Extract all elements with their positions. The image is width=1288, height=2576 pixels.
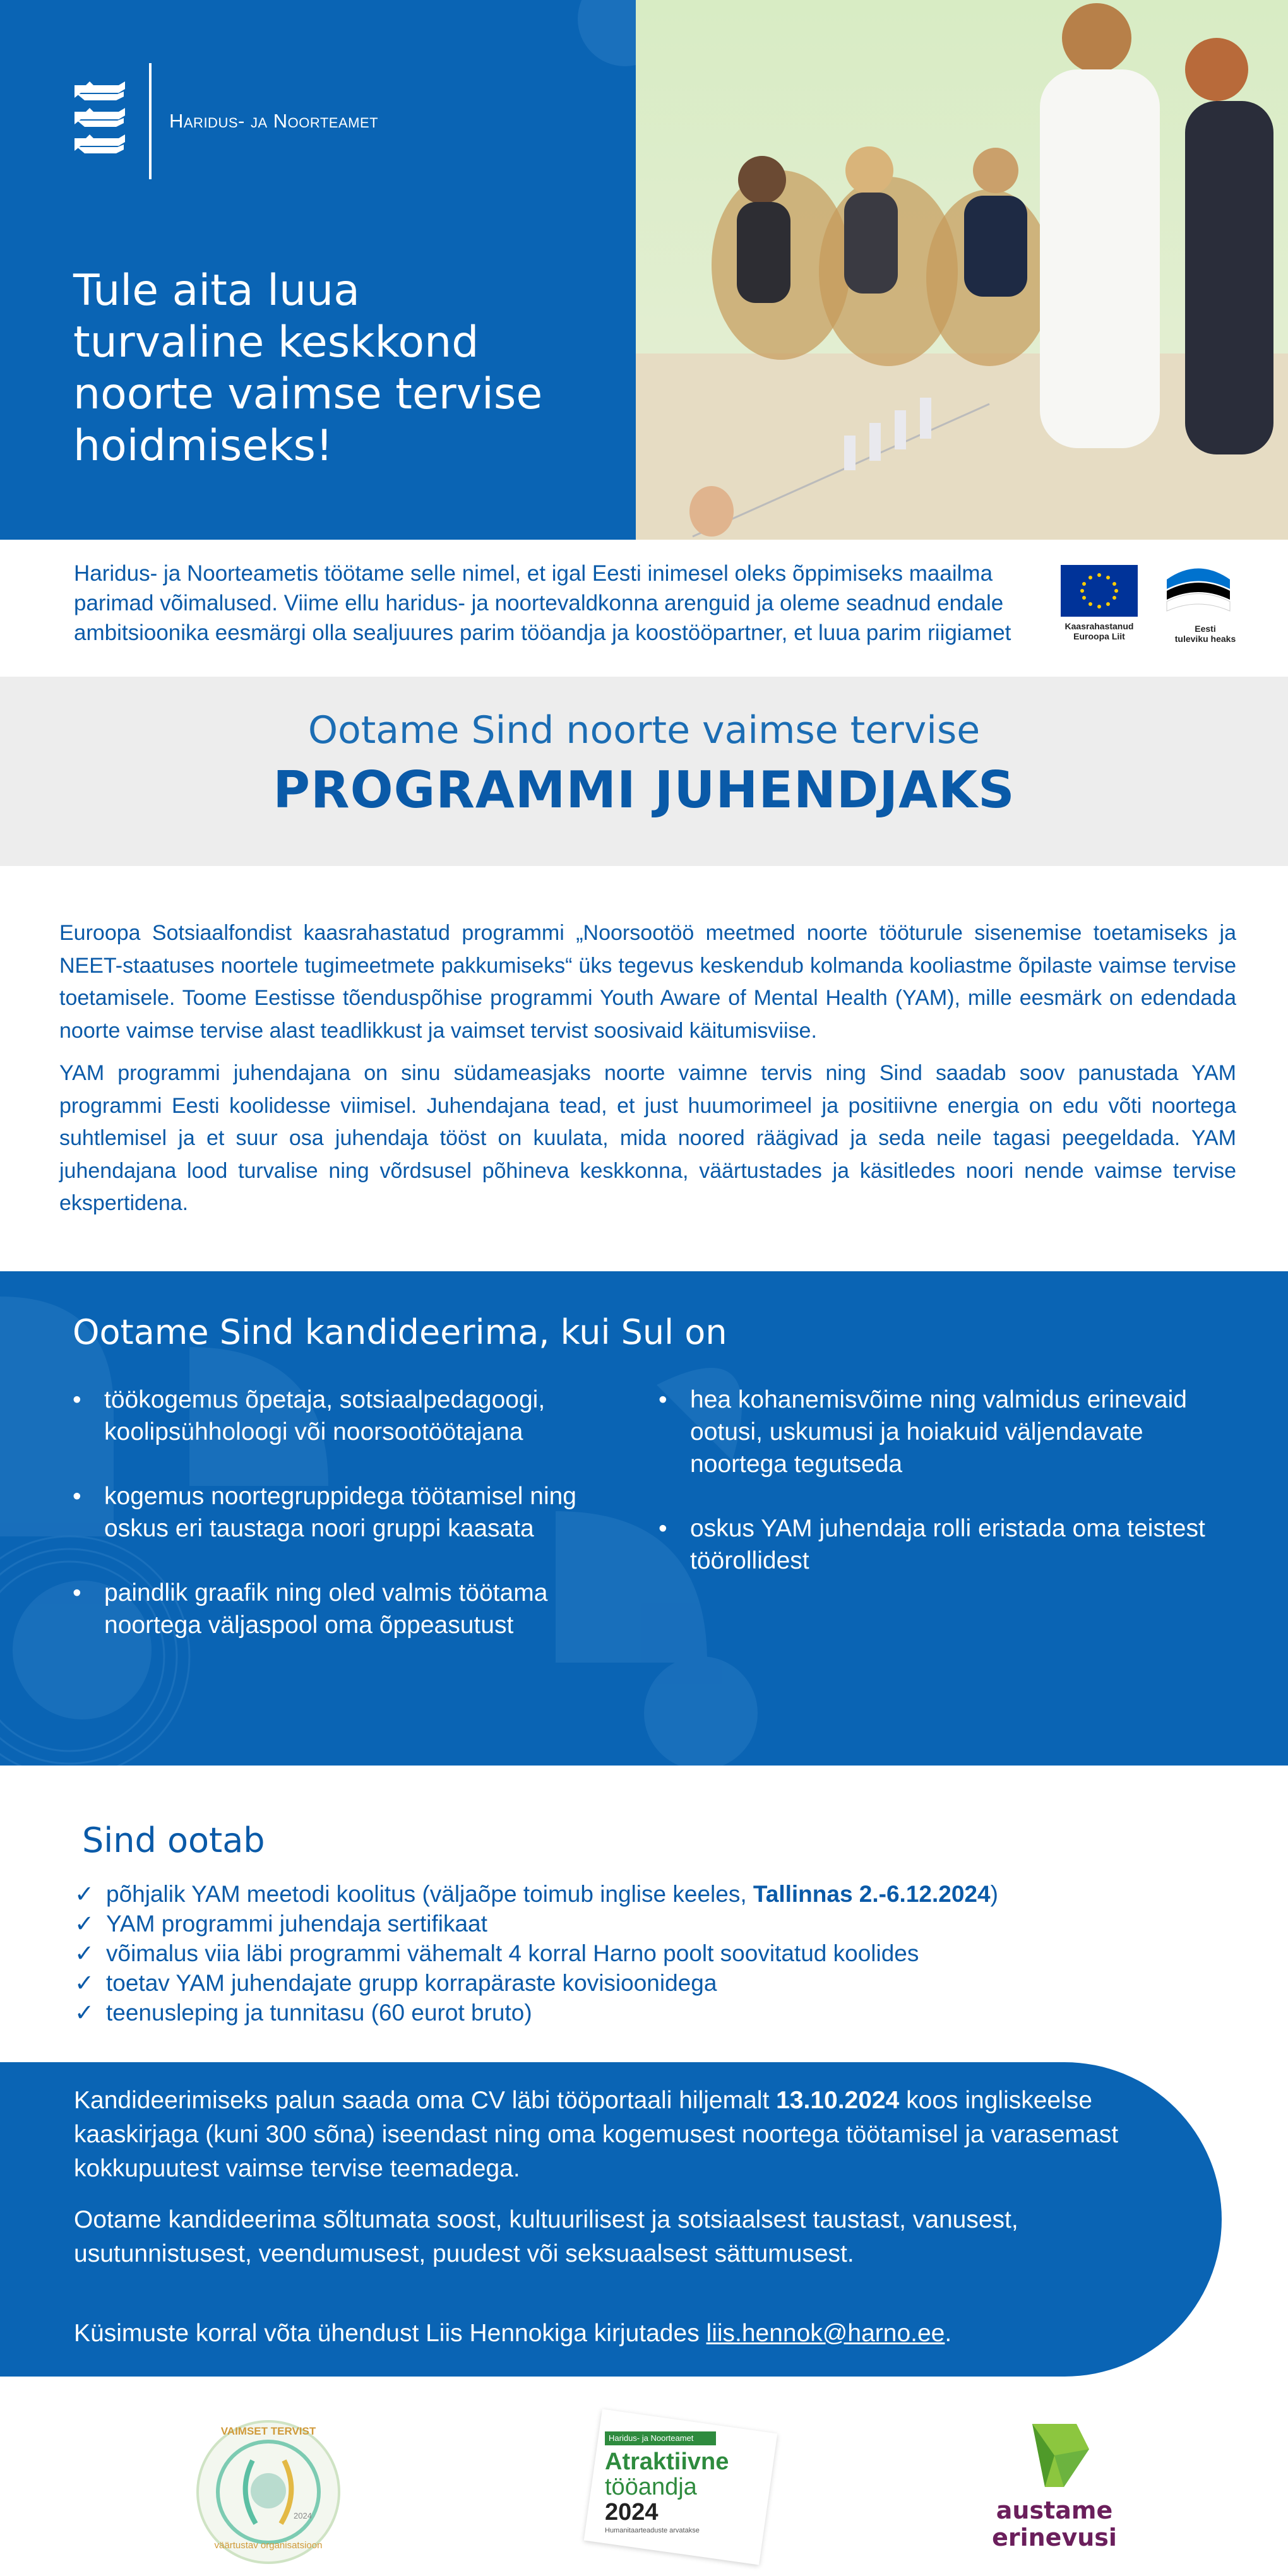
estonia-label-line1: Eesti xyxy=(1195,624,1216,634)
apply-paragraph-2: Ootame kandideerima sõltumata soost, kultuurilisest ja sotsiaalsest taustast, vanusest, usutunnistusest, veendumusest, puudest või seksuaalsest sättumusest. xyxy=(74,2206,1018,2267)
mental-health-badge xyxy=(193,2416,344,2568)
offer-item-text: võimalus viia läbi programmi vähemalt 4 korral Harno poolt soovitatud koolides xyxy=(106,1940,919,1966)
offer-item-text: YAM programmi juhendaja sertifikaat xyxy=(106,1911,487,1937)
diversity-line1: austame xyxy=(996,2496,1113,2524)
badge2-title1: Atraktiivne xyxy=(605,2448,729,2475)
body-paragraph-2: YAM programmi juhendajana on sinu südameasjaks noorte vaimne tervis ning Sind saadab soov panustada YAM programmi Eesti koolidesse viimisel. Juhendajana tead, et just huumorimeel ja positiivne energia on edu võti noortega suhtlemisel ja et suur osa juhendaja tööst on kuulata, mida noored räägivad ja seda neile tagasi peegeldada. YAM juhendajana lood turvalise ning võrdsusel põhineva keskkonna, väärtustades ja käsitledes noori nende vaimse tervise ekspertidena. xyxy=(59,1061,1236,1215)
estonia-logo-icon xyxy=(1160,561,1236,624)
apply-text: Kandideerimiseks palun saada oma CV läbi tööportaali hiljemalt xyxy=(74,2087,777,2114)
eu-label xyxy=(1054,621,1144,641)
offer-item-text: toetav YAM juhendajate grupp korrapäraste kovisioonidega xyxy=(106,1970,717,1996)
offer-item-text: teenusleping ja tunnitasu (60 eurot bruto) xyxy=(106,2000,532,2026)
eu-flag-icon xyxy=(1061,565,1138,617)
badge2-title2: tööandja xyxy=(605,2474,697,2500)
diversity-line2: erinevusi xyxy=(992,2524,1117,2551)
badge2-year: 2024 xyxy=(605,2499,659,2526)
offer-title: Sind ootab xyxy=(82,1820,265,1860)
eu-label-line2: Euroopa Liit xyxy=(1073,631,1125,641)
list-item: • hea kohanemisvõime ning valmidus erinevaid ootusi, uskumusi ja hoiakuid väljendavate noortega tegutseda xyxy=(659,1384,1227,1480)
diversity-icon xyxy=(1013,2418,1095,2493)
diversity-logo xyxy=(982,2418,1127,2563)
badge2-sub: Humanitaarteaduste arvatakse xyxy=(605,2527,700,2534)
badge-top-text: VAIMSET TERVIST xyxy=(220,2425,316,2437)
attractive-employer-badge xyxy=(573,2411,788,2566)
offer-item-text: põhjalik YAM meetodi koolitus (väljaõpe toimub inglise keeles, xyxy=(106,1881,753,1907)
apply-paragraph-3 xyxy=(74,2317,1179,2351)
decorative-shape xyxy=(556,0,636,101)
estonia-label-line2: tuleviku heaks xyxy=(1174,634,1236,644)
candidates-list-left xyxy=(73,1384,597,1687)
offer-item xyxy=(75,1909,487,1938)
list-item: • paindlik graafik ning oled valmis töötama noortega väljaspool oma õppeasutust xyxy=(73,1577,597,1641)
eu-label-line1: Kaasrahastanud xyxy=(1064,621,1134,631)
estonia-label xyxy=(1160,624,1250,644)
email-link[interactable]: liis.hennok@harno.ee xyxy=(706,2320,945,2347)
badge2-top: Haridus- ja Noorteamet xyxy=(605,2431,716,2445)
offer-item xyxy=(75,1968,717,1998)
check-icon: ✓ xyxy=(75,1940,95,1966)
apply-deadline: 13.10.2024 xyxy=(776,2087,900,2114)
contact-text: Küsimuste korral võta ühendust Liis Hennokiga kirjutades xyxy=(74,2320,707,2347)
headline-title: PROGRAMMI JUHENDJAKS xyxy=(273,761,1015,819)
list-item: • oskus YAM juhendaja rolli eristada oma teistest töörollidest xyxy=(659,1512,1227,1577)
candidates-list-right xyxy=(659,1384,1227,1623)
apply-text-end: koos ingliskeelse kaaskirjaga (kuni 300 sõna) iseendast ning oma kogemusest noortega töötamisel ja varasemast kokkupuutest vaimse tervise teemadega. xyxy=(74,2087,1119,2182)
offer-item xyxy=(75,1879,998,1909)
badge-year: 2024 xyxy=(294,2511,312,2520)
hero-title: Tule aita luua turvaline keskkond noorte vaimse tervise hoidmiseks! xyxy=(73,266,543,471)
offer-item xyxy=(75,1998,532,2027)
logo-divider xyxy=(149,63,152,179)
intro-text: Haridus- ja Noorteametis töötame selle nimel, et igal Eesti inimesel oleks õppimiseks maailma parimad võimalused. Viime ellu haridus- ja noortevaldkonna arenguid ja oleme seadnud endale ambitsioonika eesmärgi olla sealjuures parim tööandja ja koostööpartner, et luua parim riigiamet xyxy=(74,561,1011,645)
org-name: Haridus- ja Noorteamet xyxy=(169,110,379,132)
check-icon: ✓ xyxy=(75,1881,95,1907)
check-icon: ✓ xyxy=(75,1911,95,1937)
check-icon: ✓ xyxy=(75,2000,95,2026)
contact-text-end: . xyxy=(945,2320,952,2347)
list-item: • kogemus noortegruppidega töötamisel ning oskus eri taustaga noori gruppi kaasata xyxy=(73,1480,597,1545)
badge-bottom-text: väärtustav organisatsioon xyxy=(214,2540,323,2551)
candidates-title: Ootame Sind kandideerima, kui Sul on xyxy=(73,1312,727,1352)
hero-photo xyxy=(636,0,1288,540)
apply-paragraph-1 xyxy=(74,2084,1179,2186)
offer-item-text-end: ) xyxy=(990,1881,998,1907)
offer-item-date: Tallinnas 2.-6.12.2024 xyxy=(753,1881,991,1907)
coat-of-arms-icon xyxy=(69,79,133,161)
list-item: • töökogemus õpetaja, sotsiaalpedagoogi, koolipsühholoogi või noorsootöötajana xyxy=(73,1384,597,1448)
headline-subtitle: Ootame Sind noorte vaimse tervise xyxy=(307,708,981,752)
check-icon: ✓ xyxy=(75,1970,95,1996)
body-paragraph-1: Euroopa Sotsiaalfondist kaasrahastatud programmi „Noorsootöö meetmed noorte tööturule sisenemise toetamiseks ja NEET-staatuses noortele tugimeetmete pakkumiseks“ üks tegevus keskendub kolmanda kooliastme õpilaste vaimse tervise toetamisele. Toome Eestisse tõenduspõhise programmi Youth Aware of Mental Health (YAM), mille eesmärk on edendada noorte vaimse tervise alast teadlikkust ja vaimset tervist soosivaid käitumisviise. xyxy=(59,921,1236,1043)
offer-item xyxy=(75,1938,919,1968)
